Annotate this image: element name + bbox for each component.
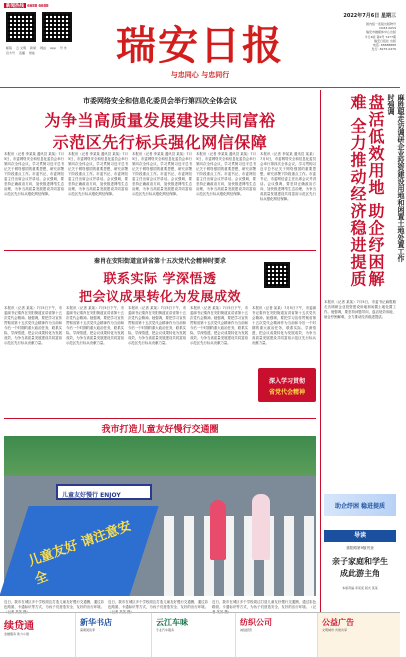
topic-badge-line1: 深入学习贯彻 — [268, 378, 305, 385]
issue-line: 瑞安日报社 出版 — [374, 38, 396, 43]
guide-headline-1[interactable]: 亲子家庭和学生 — [332, 557, 388, 566]
road-sign: 儿童友好慢行 ENJOY — [56, 484, 152, 500]
ad-name: 纺织公司 — [240, 618, 272, 627]
guide-title: 导读 — [324, 530, 396, 542]
photo-story-title[interactable]: 我市打造儿童友好慢行交通圈 — [101, 425, 219, 435]
photo-child-friendly-road[interactable] — [4, 436, 316, 596]
lead-body-col3: 本报讯（记者 李某某 通讯员 某某）7月5日，市委网络安全和信息化委员会举行第四次全体会议，学习贯彻习近平总书记关于网络强国的重要思想，研究部署下阶段重点工作。市委书记、市委网信委主任出席会议并讲话。会议强调，要坚持正确政治方向，加快推进网络生态治理，为争当高质量发展建设共同富裕示范区先行标兵强化网信保障。 — [132, 152, 192, 196]
ad-slot[interactable] — [152, 613, 236, 657]
promo-banner[interactable] — [324, 494, 396, 516]
qr-code-icon[interactable] — [6, 12, 36, 42]
column-divider — [320, 90, 321, 640]
second-body-col5: 本报讯（记者 某某）7月5日下午，市委副书记秦肖在安阳街道宣讲省第十五次党代会精神。她强调，要把学习宣传贯彻省第十五次党代会精神作为当前和今后一个时期的重大政治任务，联系实际、学深悟透，把会议成果转化为发展成效，为争当高质量发展建设共同富裕示范区先行标兵贡献力量。 — [252, 306, 316, 345]
ad-sub: 金融服务 助力小微 — [4, 632, 29, 636]
issue-line: 今日4版 第9号 7477期 — [364, 34, 396, 39]
lead-body-col4: 本报讯（记者 李某某 通讯员 某某）7月5日，市委网络安全和信息化委员会举行第四次全体会议，学习贯彻习近平总书记关于网络强国的重要思想，研究部署下阶段重点工作。市委书记、市委网信委主任出席会议并讲话。会议强调，要坚持正确政治方向，加快推进网络生态治理，为争当高质量发展建设共同富裕示范区先行标兵强化网信保障。 — [196, 152, 256, 196]
ad-slot[interactable] — [76, 613, 152, 657]
guide-headline-2[interactable]: 成此游主角 — [340, 569, 380, 578]
right-kicker: 麻胜聪走访调研企业投资建设用地和闲置土地处置工作时强调 — [387, 94, 405, 262]
second-body-col2: 本报讯（记者 某某）7月5日下午，市委副书记秦肖在安阳街道宣讲省第十五次党代会精神。她强调，要把学习宣传贯彻省第十五次党代会精神作为当前和今后一个时期的重大政治任务，联系实际、学深悟透，把会议成果转化为发展成效，为争当高质量发展建设共同富裕示范区先行标兵贡献力量。 — [66, 306, 124, 345]
issue-line: 国内统一连续出版物号 — [365, 22, 396, 26]
photo-caption-col1: 近日，我市在城区多个学校周边打造儿童友好慢行交通圈，通过彩色路面、卡通标识等方式，为孩子们营造安全、友好的出行环境。（记者 某某 摄） — [4, 600, 104, 614]
sub-link[interactable]: App — [50, 46, 56, 50]
issue-line: 瑞安市融媒体中心出版 — [365, 30, 396, 35]
ad-sub: 文明城市 共建共享 — [322, 628, 347, 632]
second-kicker: 秦肖在安阳街道宣讲省第十五次党代会精神时要求 — [93, 258, 226, 265]
person-figure — [210, 500, 226, 560]
promo-title: 助企纾困 稳进提质 — [334, 503, 386, 510]
lead-body-col2: 本报讯（记者 李某某 通讯员 某某）7月5日，市委网络安全和信息化委员会举行第四次全体会议，学习贯彻习近平总书记关于网络强国的重要思想，研究部署下阶段重点工作。市委书记、市委网信委主任出席会议并讲话。会议强调，要坚持正确政治方向，加快推进网络生态治理，为争当高质量发展建设共同富裕示范区先行标兵强化网信保障。 — [68, 152, 128, 196]
second-body-col3: 本报讯（记者 某某）7月5日下午，市委副书记秦肖在安阳街道宣讲省第十五次党代会精神。她强调，要把学习宣传贯彻省第十五次党代会精神作为当前和今后一个时期的重大政治任务，联系实际、学深悟透，把会议成果转化为发展成效，为争当高质量发展建设共同富裕示范区先行标兵贡献力量。 — [128, 306, 186, 345]
trees — [4, 436, 316, 476]
road-text: 儿童友好 请注意安全 — [26, 518, 134, 588]
crosswalk — [164, 516, 314, 596]
sub-link[interactable]: 官方号 — [6, 51, 16, 56]
sub-link[interactable]: 直播 — [19, 51, 26, 56]
divider — [4, 250, 316, 251]
ad-name: 公益广告 — [322, 618, 354, 627]
issue-line: 电话: 65888888 — [372, 43, 396, 48]
ad-name: 云江车味 — [156, 618, 188, 627]
ad-name: 新华书店 — [80, 618, 112, 627]
second-body-col1: 本报讯（记者 某某）7月5日下午，市委副书记秦肖在安阳街道宣讲省第十五次党代会精神。她强调，要把学习宣传贯彻省第十五次党代会精神作为当前和今后一个时期的重大政治任务，联系实际、学深悟透，把会议成果转化为发展成效，为争当高质量发展建设共同富裕示范区先行标兵贡献力量。 — [4, 306, 62, 345]
second-body-col4: 本报讯（记者 某某）7月5日下午，市委副书记秦肖在安阳街道宣讲省第十五次党代会精神。她强调，要把学习宣传贯彻省第十五次党代会精神作为当前和今后一个时期的重大政治任务，联系实际、学深悟透，把会议成果转化为发展成效，为争当高质量发展建设共同富裕示范区先行标兵贡献力量。 — [190, 306, 248, 345]
hotline-label: 新闻热线 — [6, 3, 24, 8]
issue-line: CN33-0059 — [379, 26, 396, 31]
ad-name: 续贷通 — [4, 621, 34, 632]
ad-sub: 专业汽车服务 — [156, 628, 175, 632]
sub-link[interactable]: 邮箱 — [6, 46, 13, 50]
sub-link[interactable]: 新闻 — [29, 46, 36, 50]
photo-caption-col3: 近日，我市在城区多个学校周边打造儿童友好慢行交通圈，通过彩色路面、卡通标识等方式，为孩子们营造安全、友好的出行环境。（记者 某某 摄） — [212, 600, 316, 614]
hotline-number: 6688 6688 — [27, 3, 49, 8]
lead-body-col1: 本报讯（记者 李某某 通讯员 某某）7月5日，市委网络安全和信息化委员会举行第四次全体会议，学习贯彻习近平总书记关于网络强国的重要思想，研究部署下阶段重点工作。市委书记、市委网信委主任出席会议并讲话。会议强调，要坚持正确政治方向，加快推进网络生态治理，为争当高质量发展建设共同富裕示范区先行标兵强化网信保障。 — [4, 152, 64, 196]
topic-badge[interactable] — [258, 368, 316, 402]
qr-code-icon[interactable] — [264, 262, 290, 288]
ad-slot[interactable] — [0, 613, 76, 657]
photo-caption-col2: 近日，我市在城区多个学校周边打造儿童友好慢行交通圈，通过彩色路面、卡通标识等方式，为孩子们营造安全、友好的出行环境。（记者 某某 摄） — [108, 600, 208, 614]
right-body: 本报讯（记者 某某）7月5日，市委书记麻胜聪走访调研企业投资建设用地和闲置土地处置工作。他强调，要坚持问题导向，盘活低效用地，助企纾困解难，全力推动经济稳进提质。 — [324, 300, 396, 319]
person-figure — [252, 494, 270, 560]
right-vertical-headline[interactable]: 盘活低效用地 助企纾困解难 全力推动经济稳进提质 — [348, 94, 385, 288]
second-headline-1[interactable]: 联系实际 学深悟透 — [103, 272, 217, 287]
lead-body-col5: 本报讯（记者 李某某 通讯员 某某）7月5日，市委网络安全和信息化委员会举行第四次全体会议，学习贯彻习近平总书记关于网络强国的重要思想，研究部署下阶段重点工作。市委书记、市委网信委主任出席会议并讲话。会议强调，要坚持正确政治方向，加快推进网络生态治理，为争当高质量发展建设共同富裕示范区先行标兵强化网信保障。 — [260, 152, 316, 201]
issue-date: 2022年7月6日 星期三 — [343, 13, 396, 19]
sub-link[interactable]: 网站 — [40, 46, 47, 50]
ad-sub: 暑期阅读季 — [80, 628, 96, 632]
guide-subtitle: 重阳路第9版刊登 — [346, 546, 374, 550]
sub-link[interactable]: 智能 — [29, 51, 36, 56]
ads-footer — [0, 612, 400, 656]
sub-link[interactable]: 云 文明 — [16, 46, 26, 50]
qr-code-icon[interactable] — [42, 12, 72, 42]
sub-link[interactable]: 号 外 — [59, 46, 67, 50]
newspaper-logo: 瑞安日报 — [116, 22, 284, 69]
slogan: 与忠同心 与忠同行 — [170, 71, 230, 79]
second-headline-2[interactable]: 把会议成果转化为发展成效 — [78, 290, 241, 305]
lead-headline-1[interactable]: 为争当高质量发展建设共同富裕 — [44, 111, 276, 130]
ad-slot[interactable] — [318, 613, 400, 657]
guide-footer: 本版责编 李某某 版式 某某 — [342, 586, 378, 590]
divider — [4, 418, 316, 419]
lead-headline-2[interactable]: 示范区先行标兵强化网信保障 — [52, 133, 268, 152]
issue-line: 发行: 6975-0476 — [371, 47, 396, 52]
lead-kicker: 市委网络安全和信息化委员会举行第四次全体会议 — [83, 97, 237, 105]
hotline — [4, 3, 49, 9]
ad-sub: 诚信经营 — [240, 628, 253, 632]
issue-info — [316, 22, 396, 51]
topic-badge-line2: 省党代会精神 — [268, 389, 305, 396]
sub-links — [6, 46, 76, 55]
ad-slot[interactable] — [236, 613, 318, 657]
masthead — [0, 0, 400, 88]
